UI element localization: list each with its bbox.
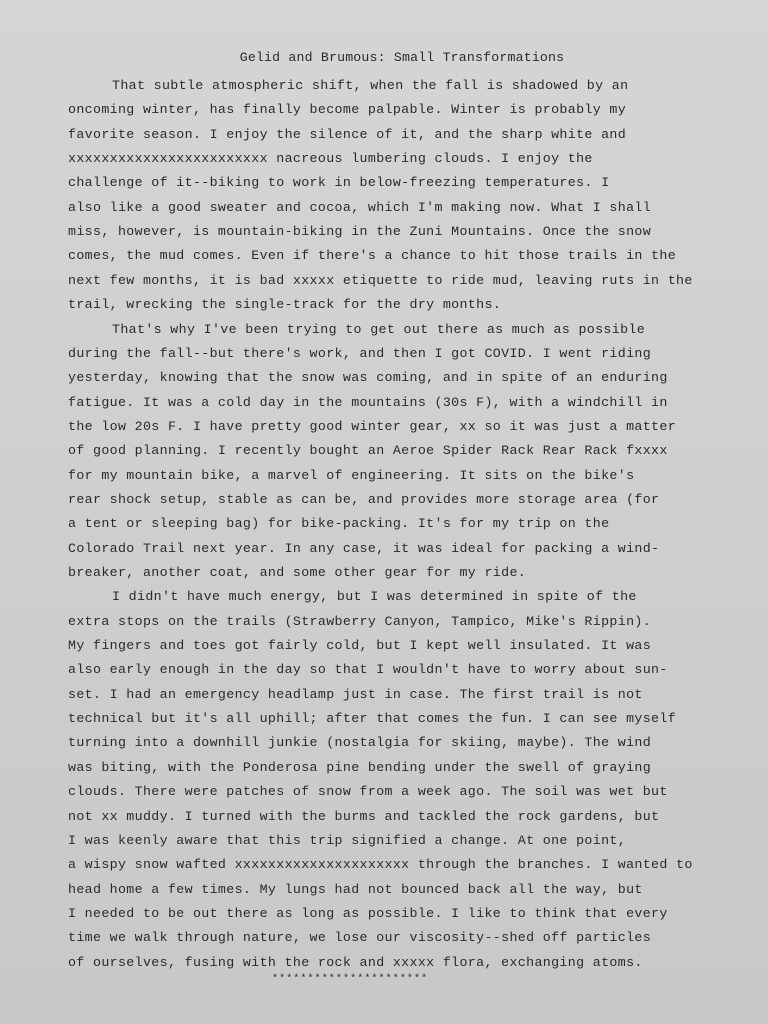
text-line: My fingers and toes got fairly cold, but I kept well insulated. It was xyxy=(68,638,652,654)
text-line: Colorado Trail next year. In any case, it was ideal for packing a wind- xyxy=(68,540,660,556)
text-line: That's why I've been trying to get out there as much as possible xyxy=(112,321,646,337)
text-line: That subtle atmospheric shift, when the fall is shadowed by an xyxy=(112,78,629,93)
text-line: a tent or sleeping bag) for bike-packing. It's for my trip on the xyxy=(68,516,610,532)
text-line: I was keenly aware that this trip signified a change. At one point, xyxy=(68,832,627,848)
text-line: was biting, with the Ponderosa pine bending under the swell of graying xyxy=(68,759,652,775)
page-title: Gelid and Brumous: Small Transformations xyxy=(239,50,565,65)
text-line: extra stops on the trails (Strawberry Canyon, Tampico, Mike's Rippin). xyxy=(68,613,652,629)
text-line: head home a few times. My lungs had not bounced back all the way, but xyxy=(68,881,643,897)
text-line: oncoming winter, has finally become palpable. Winter is probably my xyxy=(68,102,627,118)
text-line: technical but it's all uphill; after that comes the fun. I can see myself xyxy=(68,711,677,727)
text-line: fatigue. It was a cold day in the mountains (30s F), with a windchill in xyxy=(68,394,668,410)
text-line: for my mountain bike, a marvel of engineering. It sits on the bike's xyxy=(68,467,635,483)
text-line: turning into a downhill junkie (nostalgia for skiing, maybe). The wind xyxy=(68,735,652,751)
text-line: not xx muddy. I turned with the burms and tackled the rock gardens, but xyxy=(68,808,660,824)
text-line: challenge of it--biking to work in below-freezing temperatures. I xyxy=(68,175,610,191)
text-line: clouds. There were patches of snow from a week ago. The soil was wet but xyxy=(68,784,668,800)
text-line: xxxxxxxxxxxxxxxxxxxxxxxx nacreous lumbering clouds. I enjoy the xyxy=(68,151,593,167)
text-line: during the fall--but there's work, and then I got COVID. I went riding xyxy=(68,345,652,361)
text-line: I didn't have much energy, but I was determined in spite of the xyxy=(112,589,637,605)
text-line: also early enough in the day so that I wouldn't have to worry about sun- xyxy=(68,662,668,678)
text-line: favorite season. I enjoy the silence of it, and the sharp white and xyxy=(68,126,627,142)
text-line: of good planning. I recently bought an Aeroe Spider Rack Rear Rack fxxxx xyxy=(68,443,668,459)
text-line: trail, wrecking the single-track for the dry months. xyxy=(68,297,502,313)
text-line: time we walk through nature, we lose our viscosity--shed off particles xyxy=(68,930,652,946)
text-line: breaker, another coat, and some other gear for my ride. xyxy=(68,565,527,580)
text-line: comes, the mud comes. Even if there's a chance to hit those trails in the xyxy=(68,248,677,264)
text-line: miss, however, is mountain-biking in the Zuni Mountains. Once the snow xyxy=(68,224,652,240)
text-line: yesterday, knowing that the snow was coming, and in spite of an enduring xyxy=(68,370,668,386)
text-line: a wispy snow wafted xxxxxxxxxxxxxxxxxxxxx through the branches. I wanted to xyxy=(68,857,693,873)
text-line: the low 20s F. I have pretty good winter gear, xx so it was just a matter xyxy=(68,418,677,434)
text-line: of ourselves, fusing with the rock and xxxxx flora, exchanging atoms. xyxy=(68,954,643,970)
text-line: also like a good sweater and cocoa, which I'm making now. What I shall xyxy=(68,199,652,215)
text-line: set. I had an emergency headlamp just in case. The first trail is not xyxy=(68,686,643,702)
text-line: I needed to be out there as long as possible. I like to think that every xyxy=(68,905,668,921)
text-line: rear shock setup, stable as can be, and provides more storage area (for xyxy=(68,491,660,507)
text-line: next few months, it is bad xxxxx etiquette to ride mud, leaving ruts in the xyxy=(68,272,693,288)
end-mark: ********************** xyxy=(272,974,429,985)
